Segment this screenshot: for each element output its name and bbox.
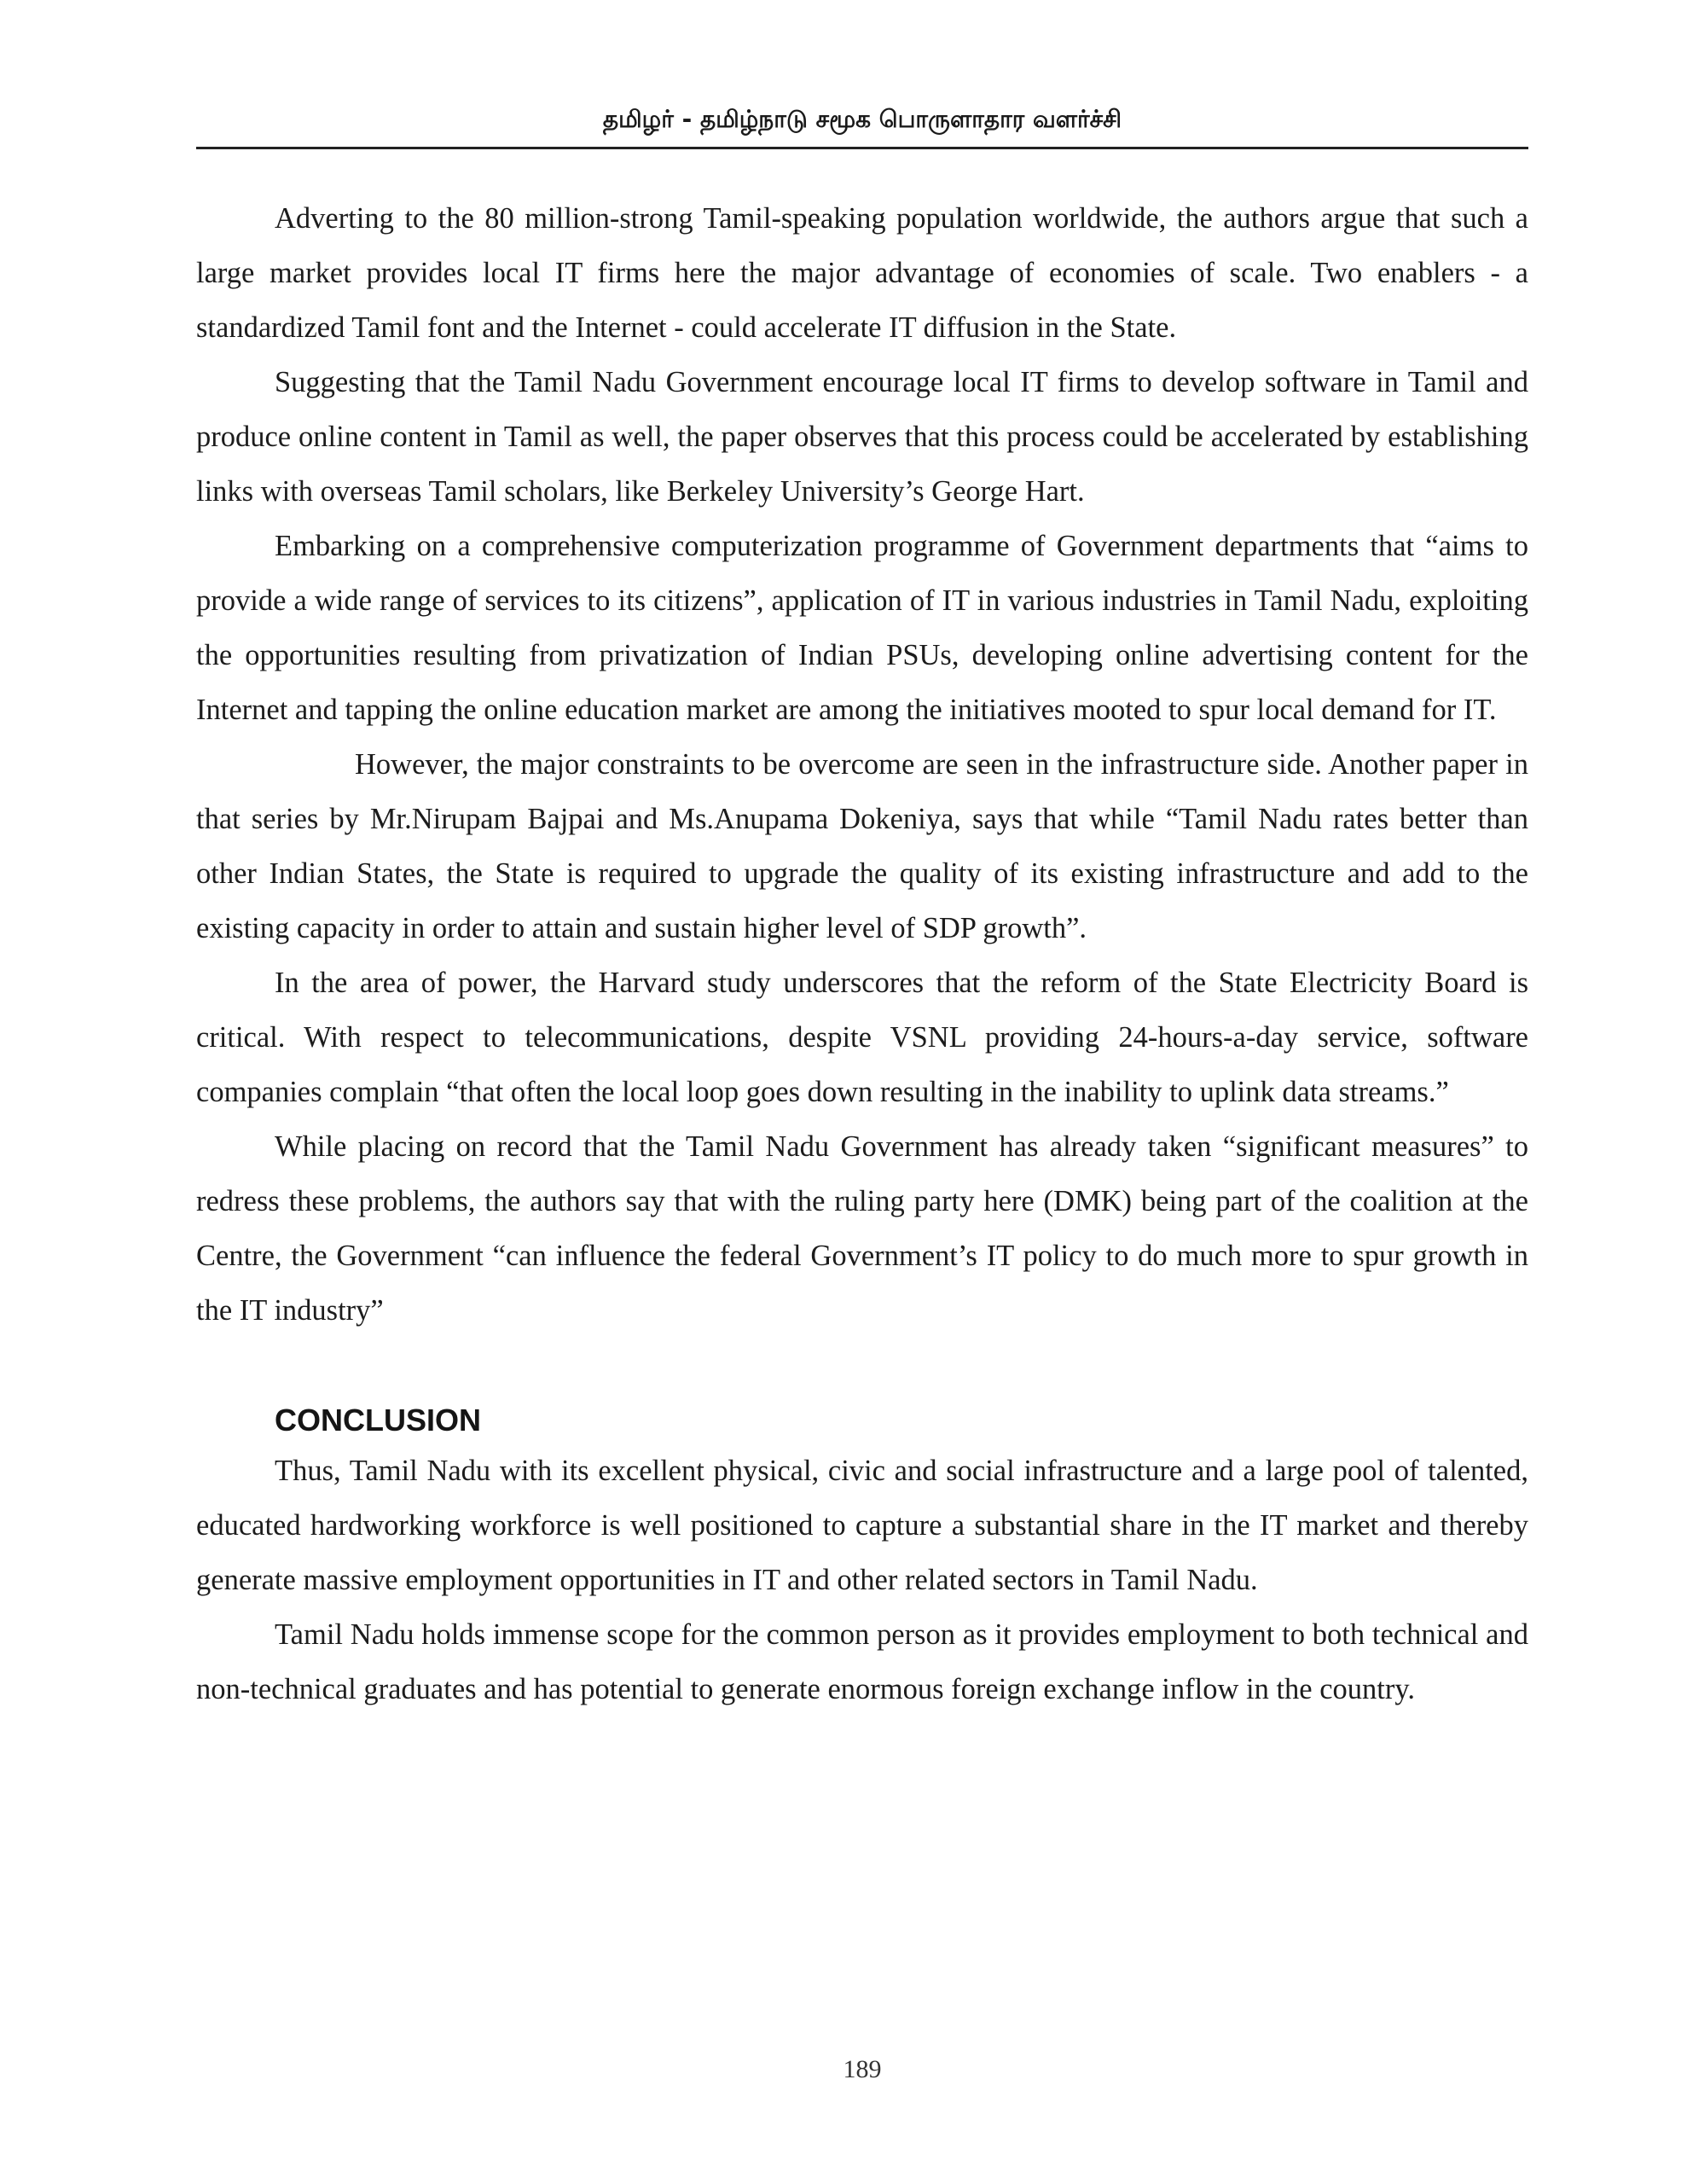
header-rule [196,147,1528,149]
paragraph: However, the major constraints to be overcome are seen in the infrastructure side. Another paper in that series by Mr.Nirupam Bajpai and Ms.Anupama Dokeniya, says that while “Tamil Nadu rates better than other Indian States, the State is required to upgrade the quality of its existing infrastructure and add to the existing capacity in order to attain and sustain higher level of SDP growth”. [196,748,1528,944]
paragraph: Embarking on a comprehensive computerization programme of Government departments that “aims to provide a wide range of services to its citizens”, application of IT in various industries in Tamil Nadu, exploiting the opportunities resulting from privatization of Indian PSUs, developing online advertising content for the Internet and tapping the online education market are among the initiatives mooted to spur local demand for IT. [196,530,1528,726]
section-heading-conclusion: CONCLUSION [275,1403,481,1438]
paragraph: Adverting to the 80 million-strong Tamil-speaking population worldwide, the authors argue that such a large market provides local IT firms here the major advantage of economies of scale. Two enablers - a standardized Tamil font and the Internet - could accelerate IT diffusion in the State. [196,202,1528,344]
page-number: 189 [843,2055,882,2083]
conclusion-paragraph: Tamil Nadu holds immense scope for the common person as it provides employment to both technical and non-technical graduates and has potential to generate enormous foreign exchange inflow in the country. [196,1618,1528,1705]
conclusion-paragraph: Thus, Tamil Nadu with its excellent physical, civic and social infrastructure and a large pool of talented, educated hardworking workforce is well positioned to capture a substantial share in the IT market and thereby generate massive employment opportunities in IT and other related sectors in Tamil Nadu. [196,1455,1528,1596]
paragraph: Suggesting that the Tamil Nadu Government encourage local IT firms to develop software in Tamil and produce online content in Tamil as well, the paper observes that this process could be accelerated by establishing links with overseas Tamil scholars, like Berkeley University’s George Hart. [196,366,1528,508]
paragraph: In the area of power, the Harvard study underscores that the reform of the State Electricity Board is critical. With respect to telecommunications, despite VSNL providing 24-hours-a-day service, software companies complain “that often the local loop goes down resulting in the inability to uplink data streams.” [196,967,1528,1108]
paragraph: While placing on record that the Tamil Nadu Government has already taken “significant measures” to redress these problems, the authors say that with the ruling party here (DMK) being part of the coalition at the Centre, the Government “can influence the federal Government’s IT policy to do much more to spur growth in the IT industry” [196,1130,1528,1327]
running-header: தமிழர் - தமிழ்நாடு சமூக பொருளாதார வளர்ச்சி [602,105,1122,133]
body-text [196,191,1528,1716]
